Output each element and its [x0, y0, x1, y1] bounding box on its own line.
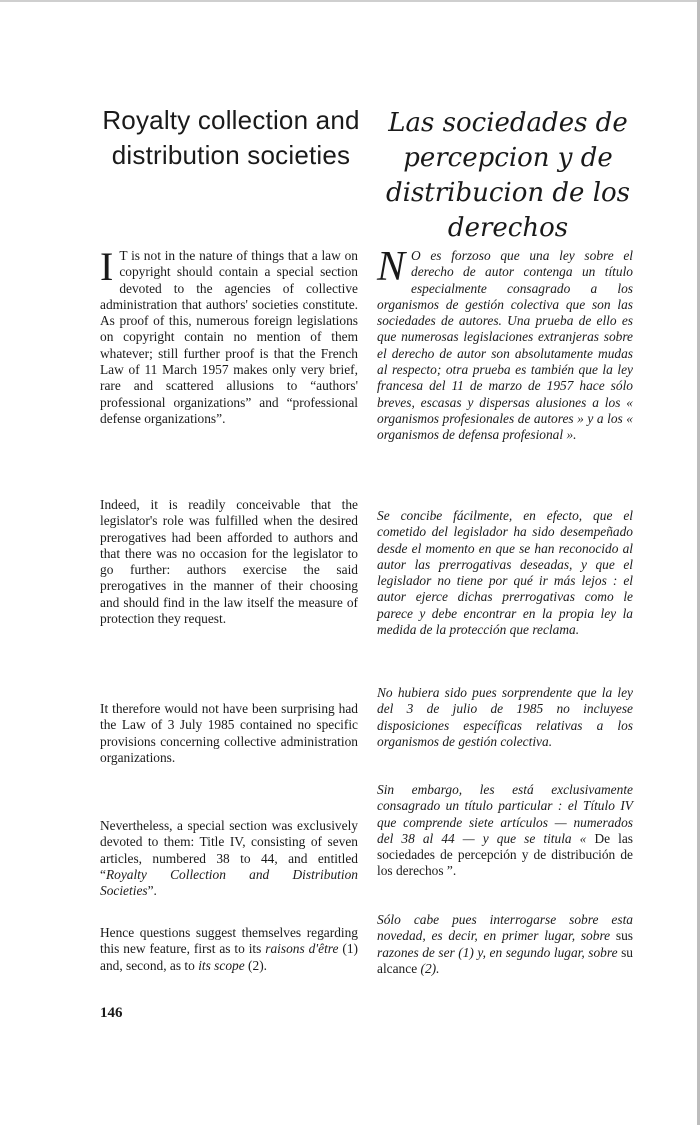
english-paragraph-2: Indeed, it is readily conceivable that the legislator's role was fulfilled when the desired prerogatives had been afforded to authors and that there was no occasion for the legislator to go further: authors exercise the said prerogatives in the manner of their choosing and should find in the law itself the measure of protection they request. — [100, 497, 358, 627]
spanish-title: Las sociedades de percepcion y de distribucion de los derechos — [385, 108, 631, 243]
spanish-paragraph-5: Sólo cabe pues interrogarse sobre esta novedad, es decir, en primer lugar, sobre sus razones de ser (1) y, en segundo lugar, sobre su alcance (2). — [377, 912, 633, 976]
spanish-paragraph-2: Se concibe fácilmente, en efecto, que el cometido del legislador ha sido desempeñado desde el momento en que se han reconocido al autor las prerrogativas deseadas, y que el legislador no tiene por qué ir más lejos : el autor ejerce dichas prerrogativas como le parece y debe encontrar en la propia ley la medida de la protección que reclama. — [377, 508, 633, 638]
english-dropcap: I — [100, 244, 114, 289]
page-top-edge — [0, 0, 700, 2]
english-paragraph-5: Hence questions suggest themselves regarding this new feature, first as to its raisons d'être (1) and, second, as to its scope (2). — [100, 925, 358, 973]
spanish-paragraph-3: No hubiera sido pues sorprendente que la ley del 3 de julio de 1985 no incluyese disposiciones específicas relativas a los organismos de gestión colectiva. — [377, 685, 633, 749]
english-paragraph-3: It therefore would not have been surprising had the Law of 3 July 1985 contained no specific provisions concerning collective administration organizations. — [100, 701, 358, 765]
english-title: Royalty collection and distribution societies — [102, 105, 360, 170]
spanish-paragraph-4: Sin embargo, les está exclusivamente consagrado un título particular : el Título IV que comprende siete artículos — numerados del 38 al 44 — y que se titula « De las sociedades de percepción y de distribución de los derechos ”. — [377, 782, 633, 879]
page-number: 146 — [100, 1005, 123, 1021]
spanish-dropcap: N — [377, 244, 406, 290]
spanish-paragraph-1: N O es forzoso que una ley sobre el derecho de autor contenga un título especialmente consagrado a los organismos de gestión colectiva que son las sociedades de autores. Una prueba de ello es que numerosas legislaciones extranjeras sobre el derecho de autor son absolutamente mudas al respecto; otra prueba es también que la ley francesa del 11 de marzo de 1957 hace sólo breves, escasas y dispersas alusiones a los « organismos profesionales de autores » y a los « organismos de defensa profesional ». — [377, 244, 633, 443]
english-paragraph-4: Nevertheless, a special section was exclusively devoted to them: Title IV, consisting of seven articles, numbered 38 to 44, and entitled “Royalty Collection and Distribution Societies”. — [100, 818, 358, 899]
english-paragraph-1: I T is not in the nature of things that a law on copyright should contain a special section devoted to the agencies of collective administration that authors' societies constitute. As proof of this, numerous foreign legislations on copyright contain no mention of them whatever; still further proof is that the French Law of 11 March 1957 makes only very brief, rare and scattered allusions to “authors' professional organizations” and “professional defense organizations”. — [100, 244, 358, 426]
